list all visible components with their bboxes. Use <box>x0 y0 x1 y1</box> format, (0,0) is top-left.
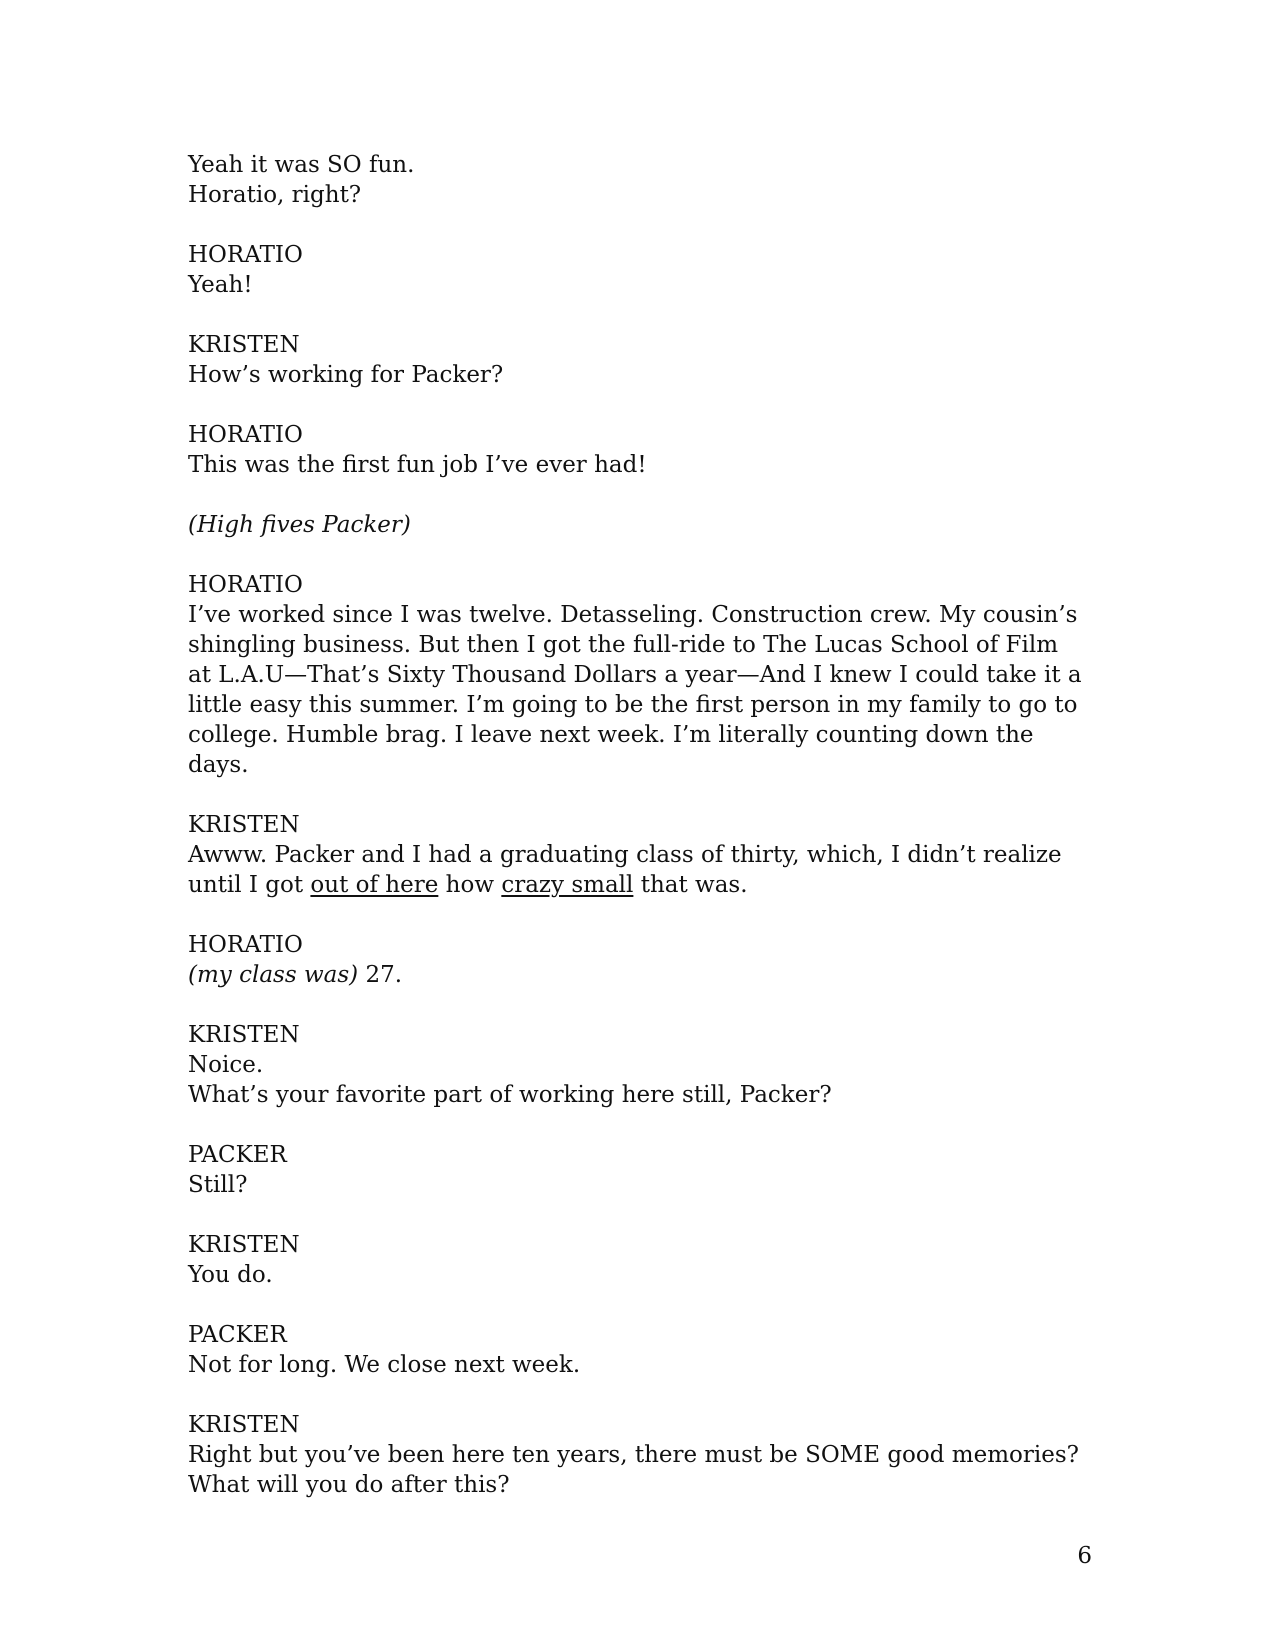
dialogue-line: What will you do after this? <box>188 1472 510 1498</box>
dialogue-paragraph <box>188 840 1088 900</box>
dialogue-line: You do. <box>188 1262 273 1288</box>
dialogue-block <box>188 1320 1088 1380</box>
dialogue-text: Awww. Packer and I had a graduating class of thirty, which, I didn’t realize until I got <box>188 842 1062 898</box>
script-page <box>188 150 1088 1530</box>
character-name: PACKER <box>188 1142 287 1168</box>
dialogue-block <box>188 930 1088 990</box>
stage-direction: (High fives Packer) <box>188 512 411 538</box>
dialogue-text: that was. <box>633 872 748 898</box>
character-name: HORATIO <box>188 422 303 448</box>
dialogue-line: Noice. <box>188 1052 264 1078</box>
page-number: 6 <box>1077 1543 1092 1569</box>
character-name: KRISTEN <box>188 332 300 358</box>
parenthetical: (my class was) <box>188 962 359 988</box>
stage-direction-block <box>188 510 1088 540</box>
dialogue-line: What’s your favorite part of working here still, Packer? <box>188 1082 832 1108</box>
dialogue-line <box>188 960 1088 990</box>
dialogue-block <box>188 330 1088 390</box>
dialogue-block <box>188 570 1088 780</box>
dialogue-line: Yeah it was SO fun. <box>188 152 415 178</box>
dialogue-block <box>188 810 1088 900</box>
dialogue-block <box>188 1410 1088 1500</box>
dialogue-block-opening <box>188 150 1088 210</box>
dialogue-block <box>188 1230 1088 1290</box>
character-name: KRISTEN <box>188 1022 300 1048</box>
dialogue-text: how <box>438 872 502 898</box>
character-name: HORATIO <box>188 932 303 958</box>
character-name: KRISTEN <box>188 1412 300 1438</box>
character-name: KRISTEN <box>188 1232 300 1258</box>
dialogue-line: Not for long. We close next week. <box>188 1352 581 1378</box>
dialogue-block <box>188 1140 1088 1200</box>
dialogue-line: How’s working for Packer? <box>188 362 504 388</box>
dialogue-line: Right but you’ve been here ten years, there must be SOME good memories? <box>188 1442 1079 1468</box>
character-name: PACKER <box>188 1322 287 1348</box>
dialogue-paragraph: I’ve worked since I was twelve. Detasseling. Construction crew. My cousin’s shingling business. But then I got the full-ride to The Lucas School of Film at L.A.U—That’s Sixty Thousand Dollars a year—And I knew I could take it a little easy this summer. I’m going to be the first person in my family to go to college. Humble brag. I leave next week. I’m literally counting down the days. <box>188 602 1082 778</box>
dialogue-block <box>188 240 1088 300</box>
character-name: HORATIO <box>188 572 303 598</box>
dialogue-line: Yeah! <box>188 272 253 298</box>
dialogue-block <box>188 420 1088 480</box>
underlined-text: out of here <box>310 872 439 898</box>
dialogue-line: Horatio, right? <box>188 182 362 208</box>
dialogue-text: 27. <box>358 962 403 988</box>
character-name: HORATIO <box>188 242 303 268</box>
dialogue-line: Still? <box>188 1172 248 1198</box>
character-name: KRISTEN <box>188 812 300 838</box>
underlined-text: crazy small <box>501 872 634 898</box>
dialogue-line: This was the first fun job I’ve ever had! <box>188 452 647 478</box>
dialogue-block <box>188 1020 1088 1110</box>
